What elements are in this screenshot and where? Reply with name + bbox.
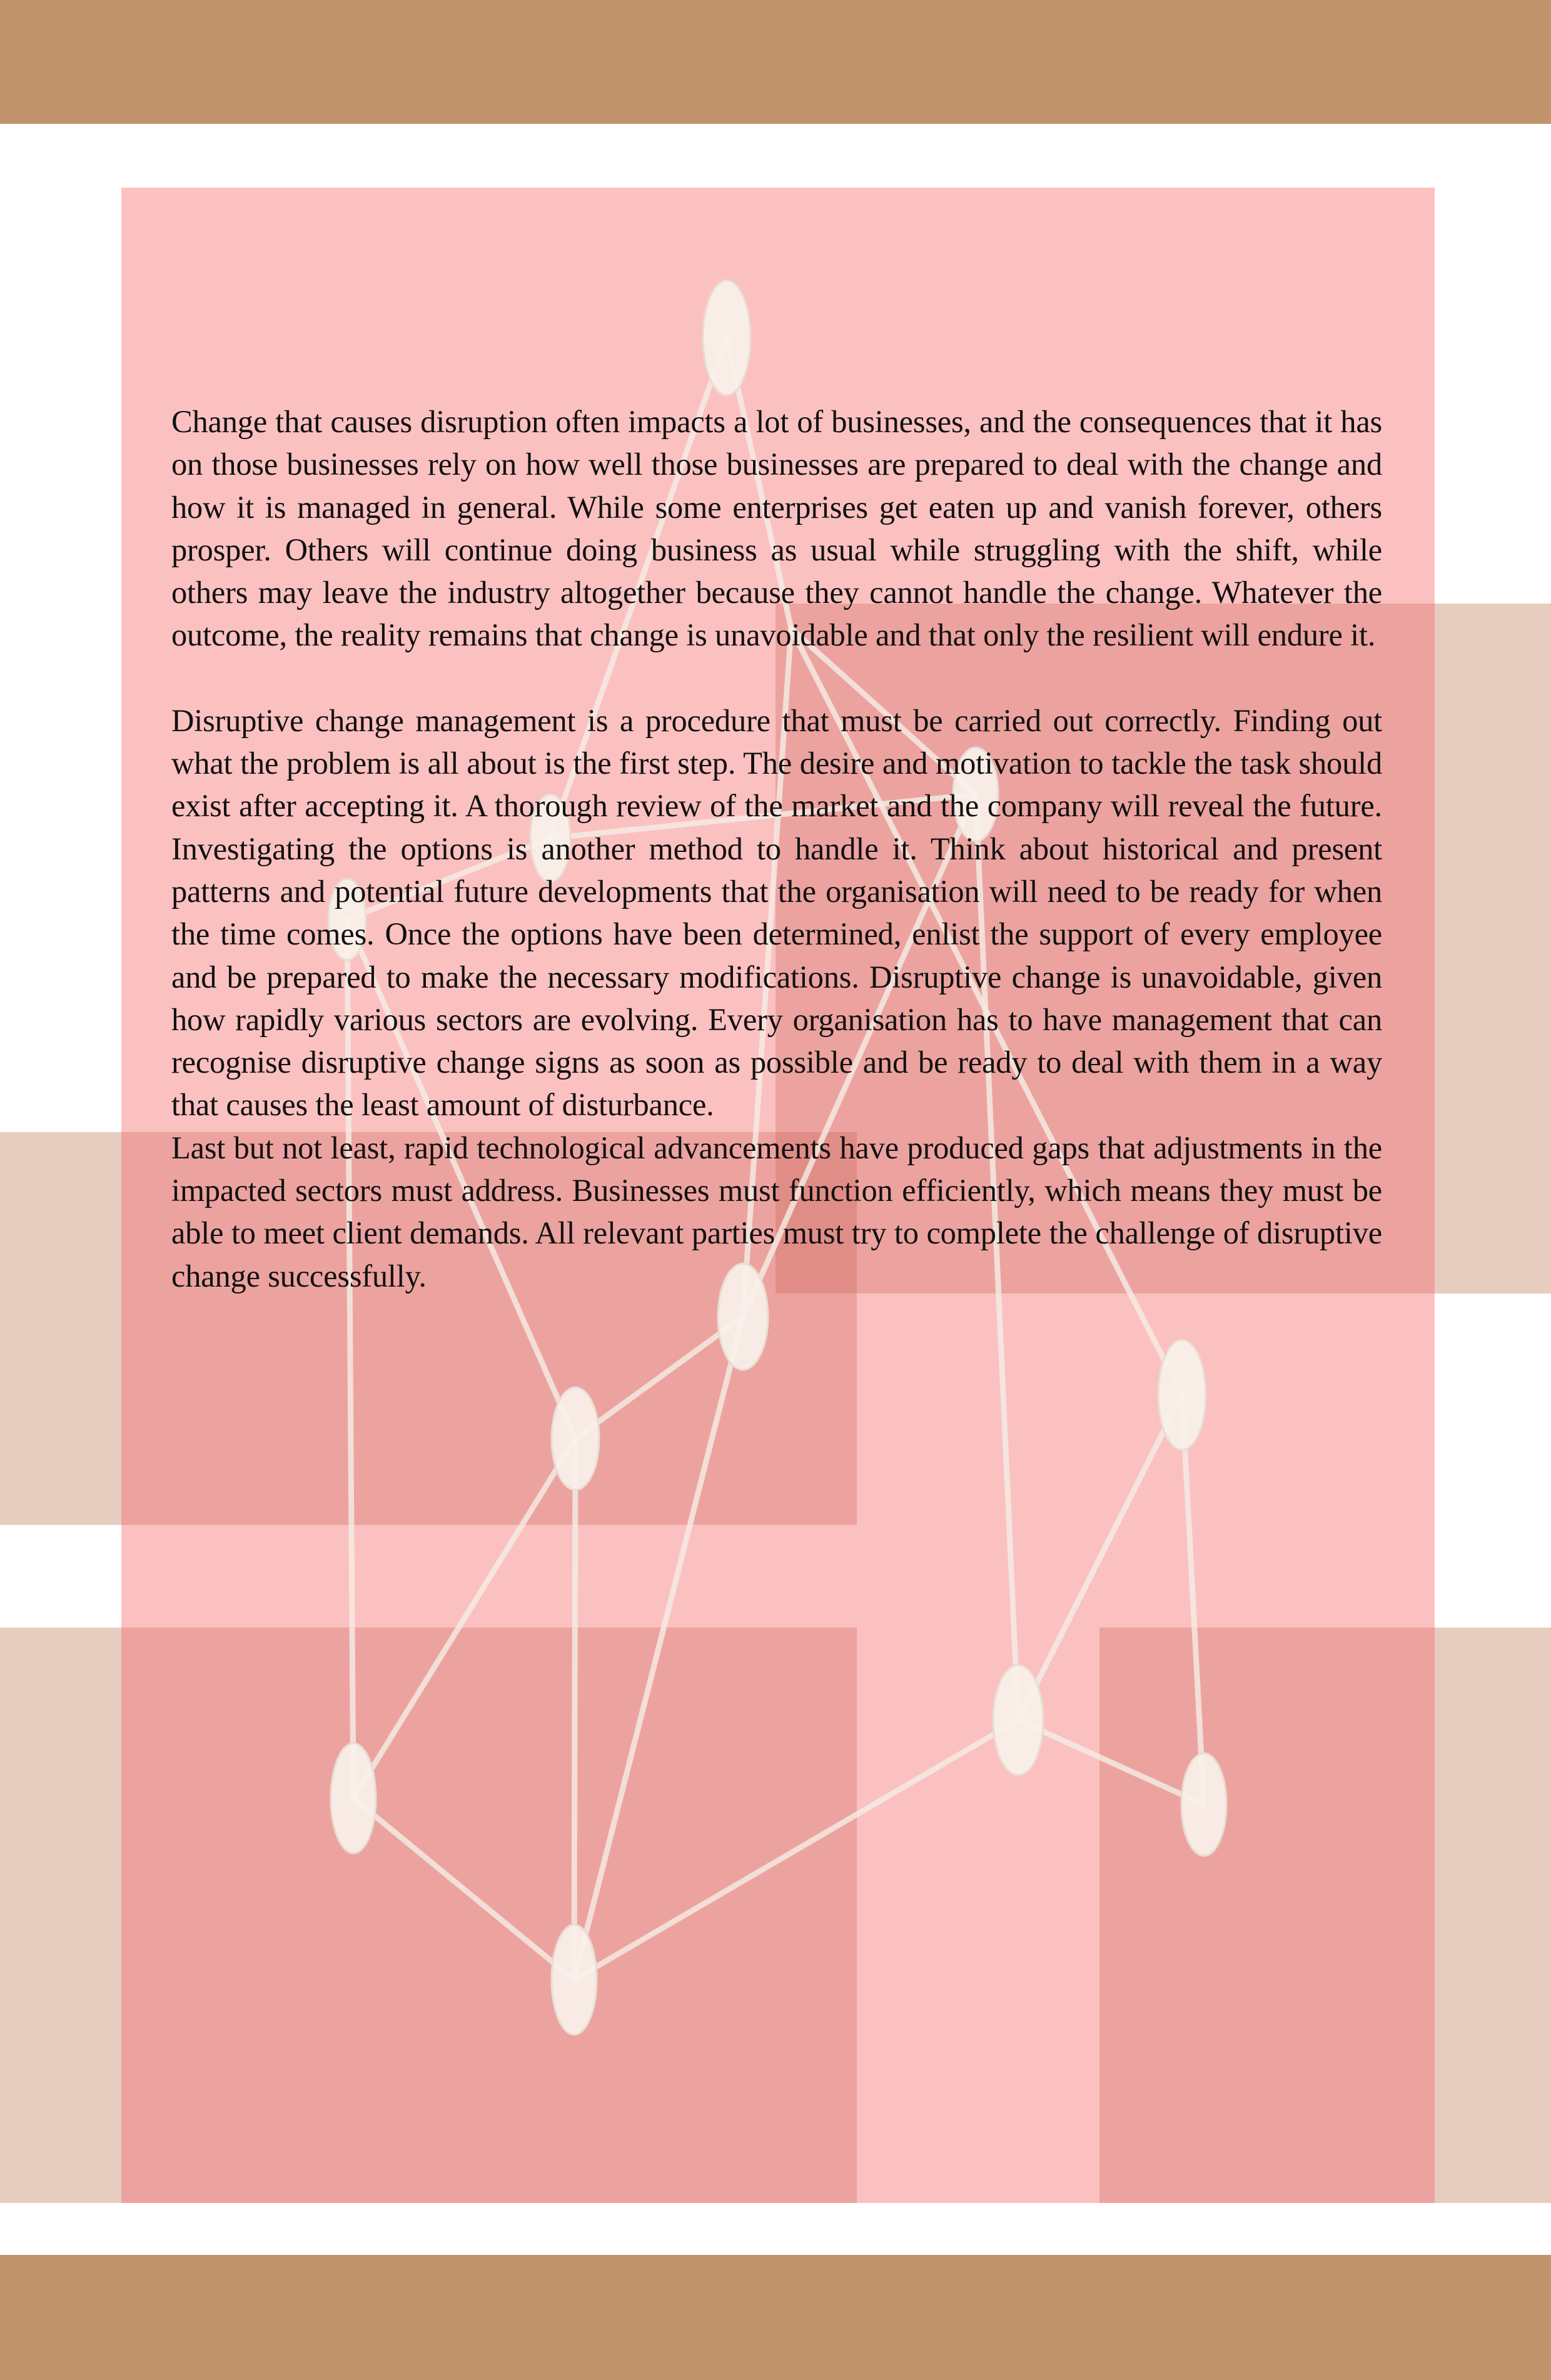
string-line [574,1720,1018,1980]
string-line [1018,1395,1182,1720]
string-line [574,1439,575,1980]
string-line [353,1439,575,1798]
paragraph-3: Last but not least, rapid technological advancements have produced gaps that adjustments in the impacted sectors must address. Businesses must function efficiently, which means they must be able to meet client demands. All relevant parties must try to complete the challenge of disruptive change successfully. [171,1130,1382,1294]
string-line [1018,1720,1204,1805]
pin-head [993,1665,1043,1775]
pin-head [1158,1340,1206,1450]
pin-head [552,1925,597,2035]
pin-head [703,280,750,395]
body-text [171,400,1382,1297]
paragraph-2: Disruptive change management is a procedure that must be carried out correctly. Finding out what the problem is all about is the first step. The desire and motivation to tackle the task should exist after accepting it. A thorough review of the market and the company will reveal the future. Investigating the options is another method to handle it. Think about historical and present patterns and potential future developments that the organisation will need to be ready for when the time comes. Once the options have been determined, enlist the support of every employee and be prepared to make the necessary modifications. Disruptive change is unavoidable, given how rapidly various sectors are evolving. Every organisation has to have management that can recognise disruptive change signs as soon as possible and be ready to deal with them in a way that causes the least amount of disturbance. [171,702,1382,1123]
string-line [353,1798,574,1980]
string-line [574,1317,743,1980]
pin-head [331,1743,376,1853]
bottom-decorative-band [0,2255,1551,2380]
paragraph-1: Change that causes disruption often impacts a lot of businesses, and the consequences that it has on those businesses rely on how well those businesses are prepared to deal with the change and how it is managed in general. While some enterprises get eaten up and vanish forever, others prosper. Others will continue doing business as usual while struggling with the shift, while others may leave the industry altogether because they cannot handle the change. Whatever the outcome, the reality remains that change is unavoidable and that only the resilient will endure it. [171,404,1382,653]
pin-head [1181,1753,1226,1856]
string-line [1182,1395,1204,1805]
pin-head [552,1387,599,1490]
